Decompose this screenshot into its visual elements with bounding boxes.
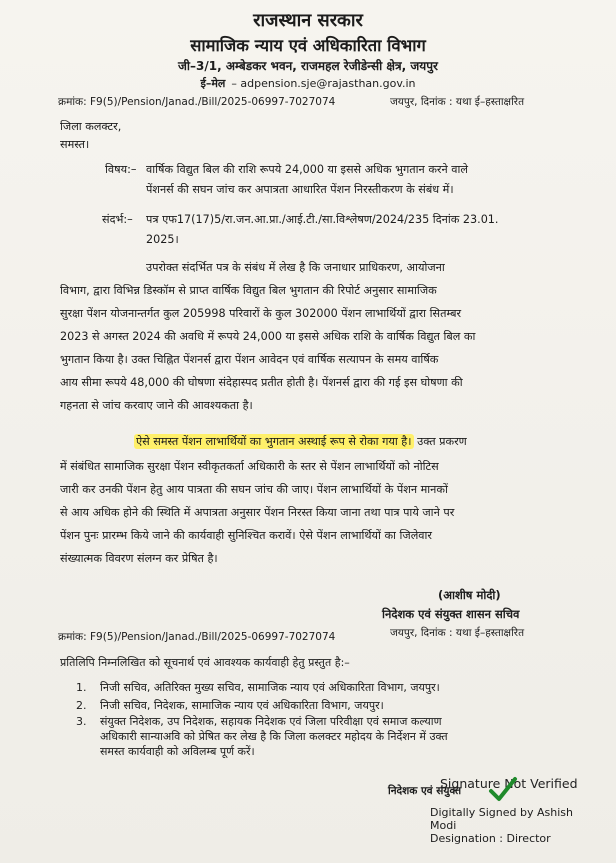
- para1-line-3: सुरक्षा पेंशन योजनान्तर्गत कुल 205998 परिवारों के कुल 302000 पेंशन लाभार्थियों द्वारा सितम्बर: [60, 307, 462, 320]
- reference-number: क्रमांक: F9(5)/Pension/Janad./Bill/2025-06997-7027074: [58, 96, 336, 108]
- copy-list-text: निजी सचिव, अतिरिक्त मुख्य सचिव, सामाजिक न्याय एवं अधिकारिता विभाग, जयपुर।: [100, 681, 440, 694]
- para2-line-2: में संबंधित सामाजिक सुरक्षा पेंशन स्वीकृतकर्ता अधिकारी के स्तर से पेंशन लाभार्थियों को नोटिस: [60, 460, 439, 473]
- para2-line-6: संख्यात्मक विवरण संलग्न कर प्रेषित है।: [60, 552, 218, 565]
- addressee-line-2: समस्त।: [60, 138, 90, 151]
- highlighted-statement: ऐसे समस्त पेंशन लाभार्थियों का भुगतान अस्थाई रूप से रोका गया है।: [136, 435, 412, 448]
- copy-list-text: निजी सचिव, निदेशक, सामाजिक न्याय एवं अधिकारिता विभाग, जयपुर।: [100, 699, 384, 712]
- signature-name: Modi: [430, 819, 457, 832]
- copy-list-text: अधिकारी सान्याअवि को प्रेषित कर लेख है कि जिला कलक्टर महोदय के निर्देशन में उक्त: [100, 730, 448, 743]
- para1-line-2: विभाग, द्वारा विभिन्न डिस्कॉम से प्राप्त वार्षिक विद्युत बिल भुगतान की रिपोर्ट अनुसार सामाजिक: [60, 284, 437, 297]
- para2-line-1-rest: उक्त प्रकरण: [417, 435, 467, 448]
- signature-status: Signature Not Verified: [440, 776, 578, 791]
- copy-list-number: 2.: [76, 699, 87, 712]
- place-date: जयपुर, दिनांक : यथा ई–हस्ताक्षरित: [390, 96, 525, 108]
- reference-number-2: क्रमांक: F9(5)/Pension/Janad./Bill/2025-06997-7027074: [58, 631, 336, 643]
- reference-line-2: 2025।: [146, 233, 179, 246]
- copy-list-number: 3.: [76, 715, 87, 728]
- department-heading: सामाजिक न्याय एवं अधिकारिता विभाग: [190, 36, 426, 55]
- copy-list-item: [76, 714, 87, 729]
- subject-line-2: पेंशनर्स की सघन जांच कर अपात्रता आधारित पेंशन निरस्तीकरण के संबंध में।: [146, 183, 454, 196]
- signature-designation: Designation : Director: [430, 832, 551, 845]
- addressee-line-1: जिला कलक्टर,: [60, 120, 122, 133]
- para1-line-5: भुगतान किया है। उक्त चिह्नित पेंशनर्स द्वारा पेंशन आवेदन एवं वार्षिक सत्यापन के समय वार्षिक: [60, 353, 439, 366]
- copy-intro: प्रतिलिपि निम्नलिखित को सूचनार्थ एवं आवश्यक कार्यवाही हेतु प्रस्तुत है:–: [60, 656, 350, 669]
- signature-signed-by: Digitally Signed by Ashish: [430, 806, 573, 819]
- copy-list-item: [76, 680, 87, 695]
- para1-line-4: 2023 से अगस्त 2024 की अवधि में रूपये 24,000 या इससे अधिक राशि के वार्षिक विद्युत बिल का: [60, 330, 476, 343]
- para2-line-5: पेंशन पुनः प्रारम्भ किये जाने की कार्यवाही सुनिश्चित करावें। ऐसे पेंशन लाभार्थियों का जिलेवार: [60, 529, 432, 542]
- place-date-2: जयपुर, दिनांक : यथा ई–हस्ताक्षरित: [390, 627, 525, 639]
- copy-list-text: समस्त कार्यवाही को अविलम्ब पूर्ण करें।: [100, 745, 255, 758]
- government-heading: राजस्थान सरकार: [253, 10, 363, 31]
- email-address: – adpension.sje@rajasthan.gov.in: [231, 77, 416, 90]
- reference-line-1: पत्र एफ17(17)5/रा.जन.आ.प्रा./आई.टी./सा.विश्लेषण/2024/235 दिनांक 23.01.: [146, 213, 499, 226]
- copy-list-text: संयुक्त निदेशक, उप निदेशक, सहायक निदेशक एवं जिला परिवीक्षा एवं समाज कल्याण: [100, 715, 442, 728]
- reference-label: संदर्भ:–: [102, 213, 133, 226]
- copy-list-number: 1.: [76, 681, 87, 694]
- signatory-name: (आशीष मोदी): [438, 588, 501, 602]
- email-label: ई–मेल: [200, 77, 226, 90]
- para1-line-6: आय सीमा रूपये 48,000 की घोषणा संदेहास्पद प्रतीत होती है। पेंशनर्स द्वारा की गई इस घोषणा की: [60, 376, 463, 389]
- para2-line-3: जारी कर उनकी पेंशन हेतु आय पात्रता की सघन जांच की जाए। पेंशन लाभार्थियों के पेंशन मानकों: [60, 483, 448, 496]
- subject-line-1: वार्षिक विद्युत बिल की राशि रूपये 24,000 या इससे अधिक भुगतान करने वाले: [146, 163, 468, 176]
- para2-line-4: से आय अधिक होने की स्थिति में अपात्रता अनुसार पेंशन निरस्त किया जाना तथा पात्र पाये जाने पर: [60, 506, 455, 519]
- office-address: जी–3/1, अम्बेडकर भवन, राजमहल रेजीडेन्सी क्षेत्र, जयपुर: [178, 59, 438, 73]
- para1-line-1: उपरोक्त संदर्भित पत्र के संबंध में लेख है कि जनाधार प्राधिकरण, आयोजना: [146, 261, 445, 274]
- signature-check-icon: [488, 774, 518, 804]
- copy-list-item: [76, 698, 87, 713]
- signature-stamp-text: निदेशक एवं संयुक्त: [388, 785, 462, 797]
- para1-line-7: गहनता से जांच करवाए जाने की आवश्यकता है।: [60, 399, 253, 412]
- subject-label: विषय:–: [105, 163, 137, 176]
- signatory-designation: निदेशक एवं संयुक्त शासन सचिव: [382, 607, 520, 621]
- para2-line-1: [134, 430, 586, 453]
- email-line: [0, 76, 616, 91]
